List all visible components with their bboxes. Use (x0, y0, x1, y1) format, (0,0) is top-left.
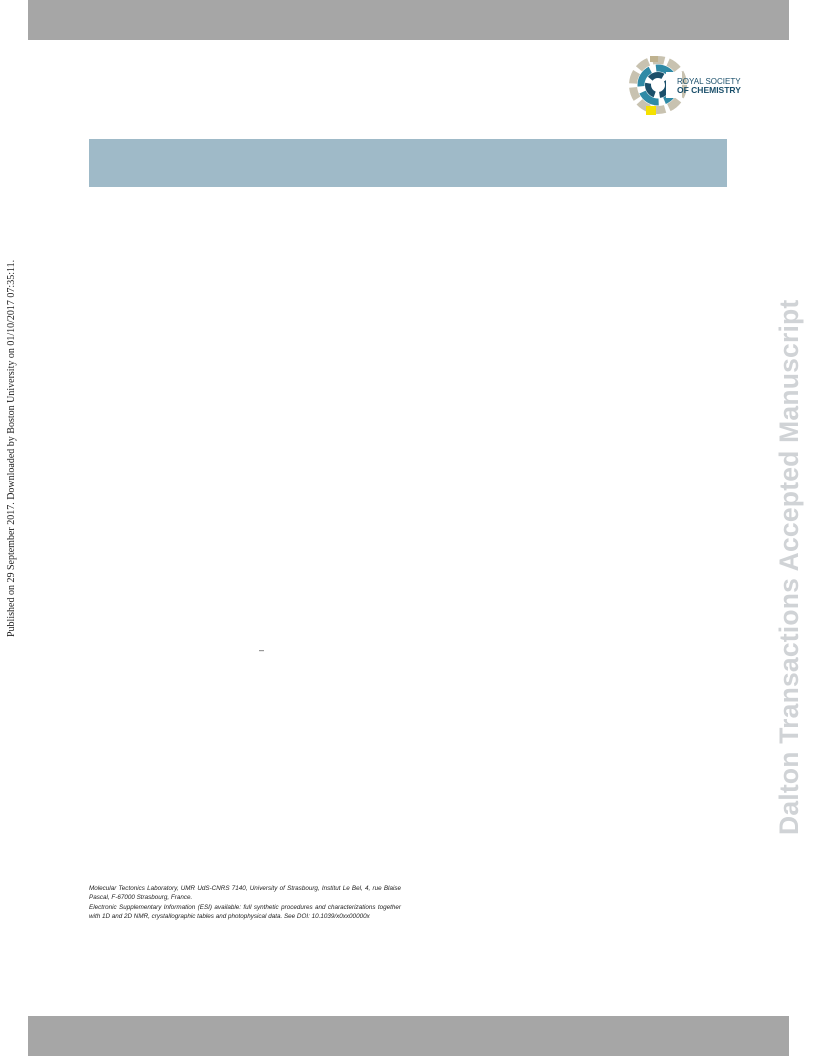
footnotes (89, 884, 401, 921)
journal-header-band (89, 139, 727, 187)
accepted-manuscript-watermark: Dalton Transactions Accepted Manuscript (774, 299, 804, 835)
rsc-logo (628, 50, 741, 120)
download-watermark: Published on 29 September 2017. Downloaded by Boston University on 01/10/2017 07:35:11. (6, 259, 17, 637)
stray-dash: – (259, 645, 265, 655)
affiliation-note: Molecular Tectonics Laboratory, UMR UdS-CNRS 7140, University of Strasbourg, Institut Le Bel, 4, rue Blaise Pascal, F-67000 Strasbourg, France. (89, 885, 401, 902)
bottom-gray-bar (28, 1016, 789, 1056)
rsc-name-line2: OF CHEMISTRY (677, 85, 741, 95)
rsc-name-line1: ROYAL SOCIETY (677, 77, 741, 86)
top-gray-bar (28, 0, 789, 40)
esi-note: Electronic Supplementary Information (ESI) available: full synthetic procedures and characterizations together with 1D and 2D NMR, crystallographic tables and photophysical data. See DOI: 10.1039/x0xx00000x (89, 903, 401, 920)
rsc-wordmark (677, 77, 741, 95)
